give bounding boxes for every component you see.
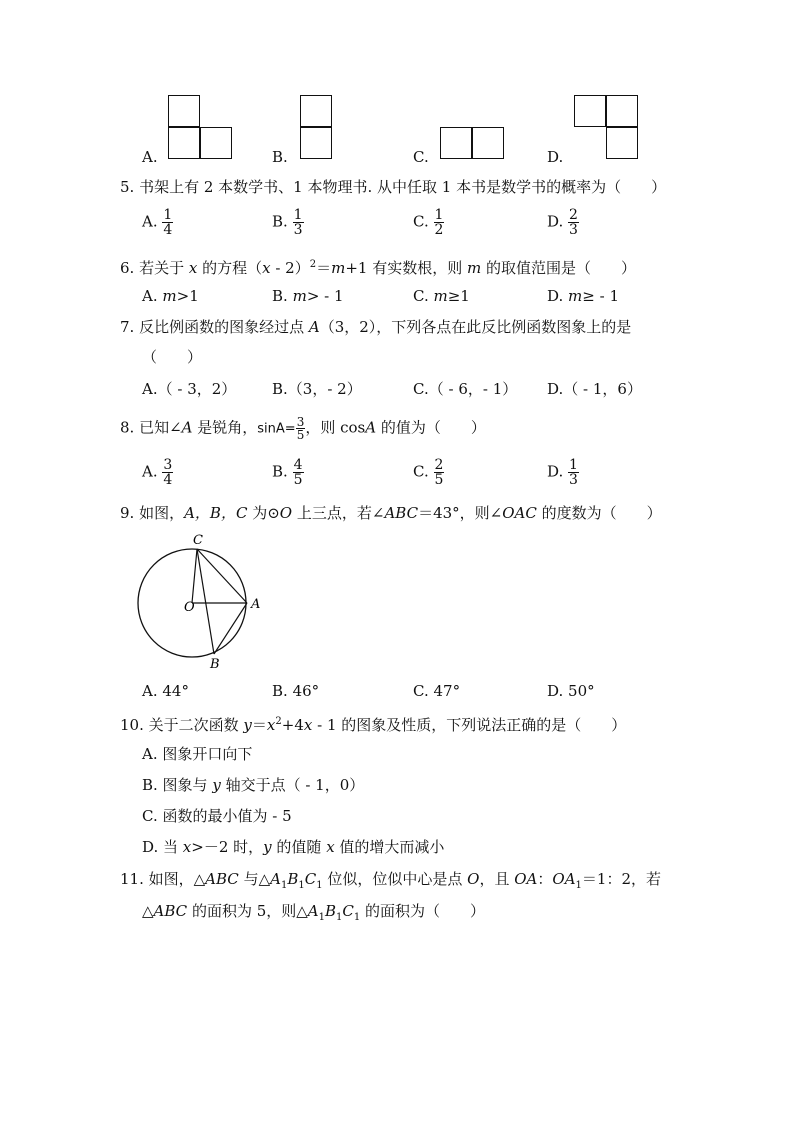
q8-option-a: A. $\frac{3}{4}$ — [142, 457, 173, 488]
q7-option-a: A.（ - 3，2） — [142, 380, 237, 398]
label-a: A — [251, 597, 261, 612]
q11-stem-line2: △ABC 的面积为 5，则$\triangle A_1B_1C_1$ 的面积为（ ） — [142, 902, 486, 923]
q5-option-b: B. $\frac{1}{3}$ — [272, 207, 303, 238]
segment-oc — [192, 549, 197, 603]
q9-circle-figure — [130, 530, 270, 675]
q5-option-d: D. $\frac{2}{3}$ — [547, 207, 578, 238]
q6-option-b: B. m> - 1 — [272, 287, 344, 305]
q4-option-a-letter: A. — [142, 148, 158, 166]
q5-option-c: C. $\frac{1}{2}$ — [413, 207, 444, 238]
q7-option-c: C.（ - 6，- 1） — [413, 380, 518, 398]
q10-option-d: D. 当 x>－2 时，y 的值随 x 值的增大而减小 — [142, 838, 445, 856]
q6-option-d: D. m≥ - 1 — [547, 287, 619, 305]
label-b: B — [210, 657, 220, 672]
q6-stem: 6. 若关于 x 的方程（x - 2）$^2$＝m+1 有实数根，则 m 的取值范围是（ ） — [120, 259, 637, 277]
q4-option-c-figure — [440, 127, 506, 161]
q10-option-c: C. 函数的最小值为 - 5 — [142, 807, 292, 825]
q8-stem: 8. 已知∠A 是锐角，sinA= $\frac{3}{5}$ ，则 cosA 的值为（ ） — [120, 415, 486, 442]
q6-option-a: A. m>1 — [142, 287, 199, 305]
q8-option-c: C. $\frac{2}{5}$ — [413, 457, 444, 488]
q4-option-d-letter: D. — [547, 148, 564, 166]
q4-option-b-letter: B. — [272, 148, 288, 166]
segment-ba — [214, 603, 247, 654]
q9-option-b: B. 46° — [272, 682, 320, 700]
q9-option-a: A. 44° — [142, 682, 189, 700]
q7-stem: 7. 反比例函数的图象经过点 A（3，2），下列各点在此反比例函数图象上的是 — [120, 318, 632, 336]
q4-option-d-figure — [574, 95, 640, 161]
q11-stem-line1: 11. 如图，△ABC 与$\triangle A_1B_1C_1$ 位似，位似中心是点 O，且 OA：$OA_1=1$：2，若 — [120, 870, 661, 891]
q9-option-c: C. 47° — [413, 682, 461, 700]
q8-option-d: D. $\frac{1}{3}$ — [547, 457, 578, 488]
label-c: C — [193, 533, 203, 548]
q9-option-d: D. 50° — [547, 682, 595, 700]
q5-option-a: A. $\frac{1}{4}$ — [142, 207, 173, 238]
q6-option-c: C. m≥1 — [413, 287, 470, 305]
q7-option-b: B.（3，- 2） — [272, 380, 362, 398]
q5-stem: 5. 书架上有 2 本数学书、1 本物理书. 从中任取 1 本书是数学书的概率为（ ） — [120, 178, 667, 196]
q4-option-b-figure — [300, 95, 334, 161]
q8-option-b: B. $\frac{4}{5}$ — [272, 457, 303, 488]
q4-option-c-letter: C. — [413, 148, 429, 166]
q7-stem-blank: （ ） — [142, 348, 203, 366]
q10-option-b: B. 图象与 y 轴交于点（ - 1，0） — [142, 776, 365, 794]
q7-option-d: D.（ - 1，6） — [547, 380, 642, 398]
q10-option-a: A. 图象开口向下 — [142, 745, 253, 763]
q4-option-a-figure — [168, 95, 234, 161]
label-o: O — [184, 600, 195, 615]
q10-stem: 10. 关于二次函数 $y=x^2+4x - 1$ 的图象及性质，下列说法正确的是（ ） — [120, 716, 627, 734]
q9-stem: 9. 如图，A，B，C 为⊙O 上三点，若∠ABC＝43°，则∠OAC 的度数为（ ） — [120, 504, 662, 522]
